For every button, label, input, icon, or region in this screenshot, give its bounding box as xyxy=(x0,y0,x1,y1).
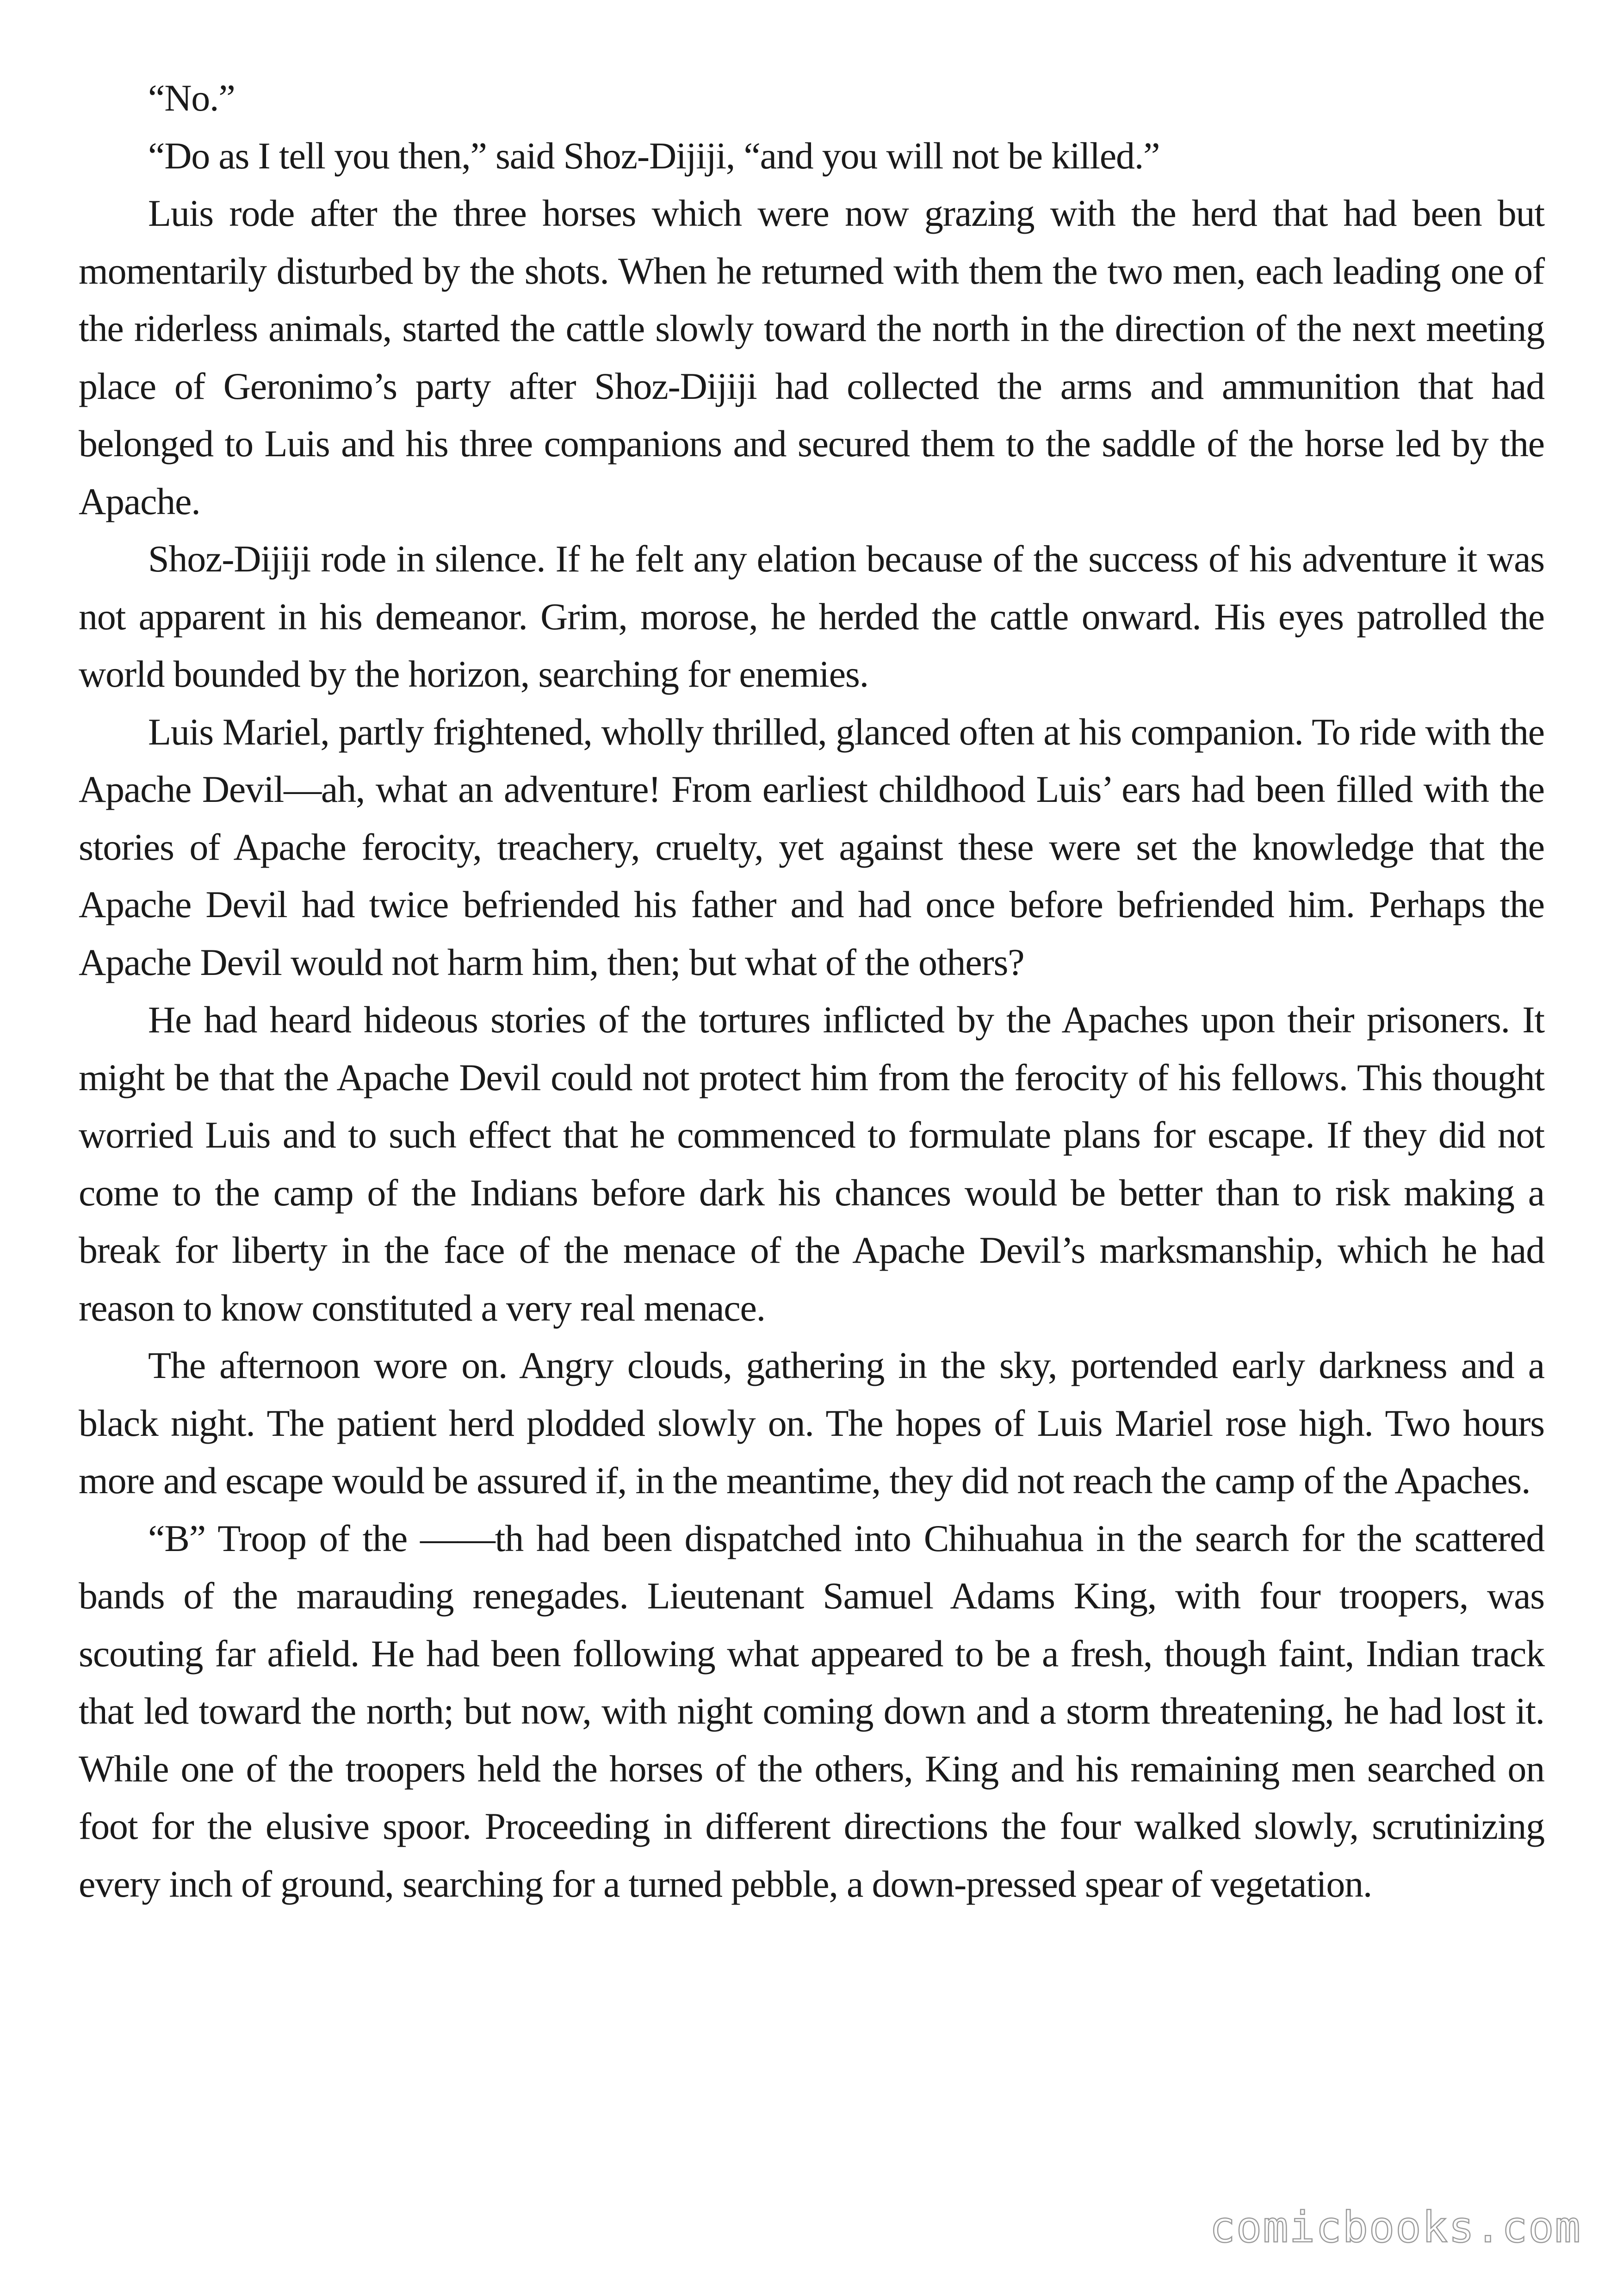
paragraph: The afternoon wore on. Angry clouds, gathering in the sky, portended early darkness and a black night. The patient herd plodded slowly on. The hopes of Luis Mariel rose high. Two hours more and escape would be assured if, in the meantime, they did not reach the camp of the Apaches. xyxy=(79,1344,1544,1502)
paragraph: “Do as I tell you then,” said Shoz-Dijiji, “and you will not be killed.” xyxy=(148,134,1160,177)
paragraph: Luis rode after the three horses which were now grazing with the herd that had been but momentarily disturbed by the shots. When he returned with them the two men, each leading one of the riderless animals, started the cattle slowly toward the north in the direction of the next meeting place of Geronimo’s party after Shoz-Dijiji had collected the arms and ammunition that had belonged to Luis and his three companions and secured them to the saddle of the horse led by the Apache. xyxy=(79,192,1544,522)
page-body xyxy=(79,69,1544,1913)
paragraph: He had heard hideous stories of the tortures inflicted by the Apaches upon their prisoners. It might be that the Apache Devil could not protect him from the ferocity of his fellows. This thought worried Luis and to such effect that he commenced to formulate plans for escape. If they did not come to the camp of the Indians before dark his chances would be better than to risk making a break for liberty in the face of the menace of the Apache Devil’s marksmanship, which he had reason to know constituted a very real menace. xyxy=(79,999,1544,1329)
paragraph: Shoz-Dijiji rode in silence. If he felt any elation because of the success of his adventure it was not apparent in his demeanor. Grim, morose, he herded the cattle onward. His eyes patrolled the world bounded by the horizon, searching for enemies. xyxy=(79,538,1544,695)
paragraph: “No.” xyxy=(148,77,235,119)
paragraph: Luis Mariel, partly frightened, wholly thrilled, glanced often at his companion. To ride with the Apache Devil—ah, what an adventure! From earliest childhood Luis’ ears had been filled with the stories of Apache ferocity, treachery, cruelty, yet against these were set the knowledge that the Apache Devil had twice befriended his father and had once before befriended him. Perhaps the Apache Devil would not harm him, then; but what of the others? xyxy=(79,710,1544,983)
watermark: comicbooks.com xyxy=(1209,2203,1581,2252)
paragraph: “B” Troop of the ——th had been dispatched into Chihuahua in the search for the scattered bands of the marauding renegades. Lieutenant Samuel Adams King, with four troopers, was scouting far afield. He had been following what appeared to be a fresh, though faint, Indian track that led toward the north; but now, with night coming down and a storm threatening, he had lost it. While one of the troopers held the horses of the others, King and his remaining men searched on foot for the elusive spoor. Proceeding in different directions the four walked slowly, scrutinizing every inch of ground, searching for a turned pebble, a down-pressed spear of vegetation. xyxy=(79,1517,1544,1905)
